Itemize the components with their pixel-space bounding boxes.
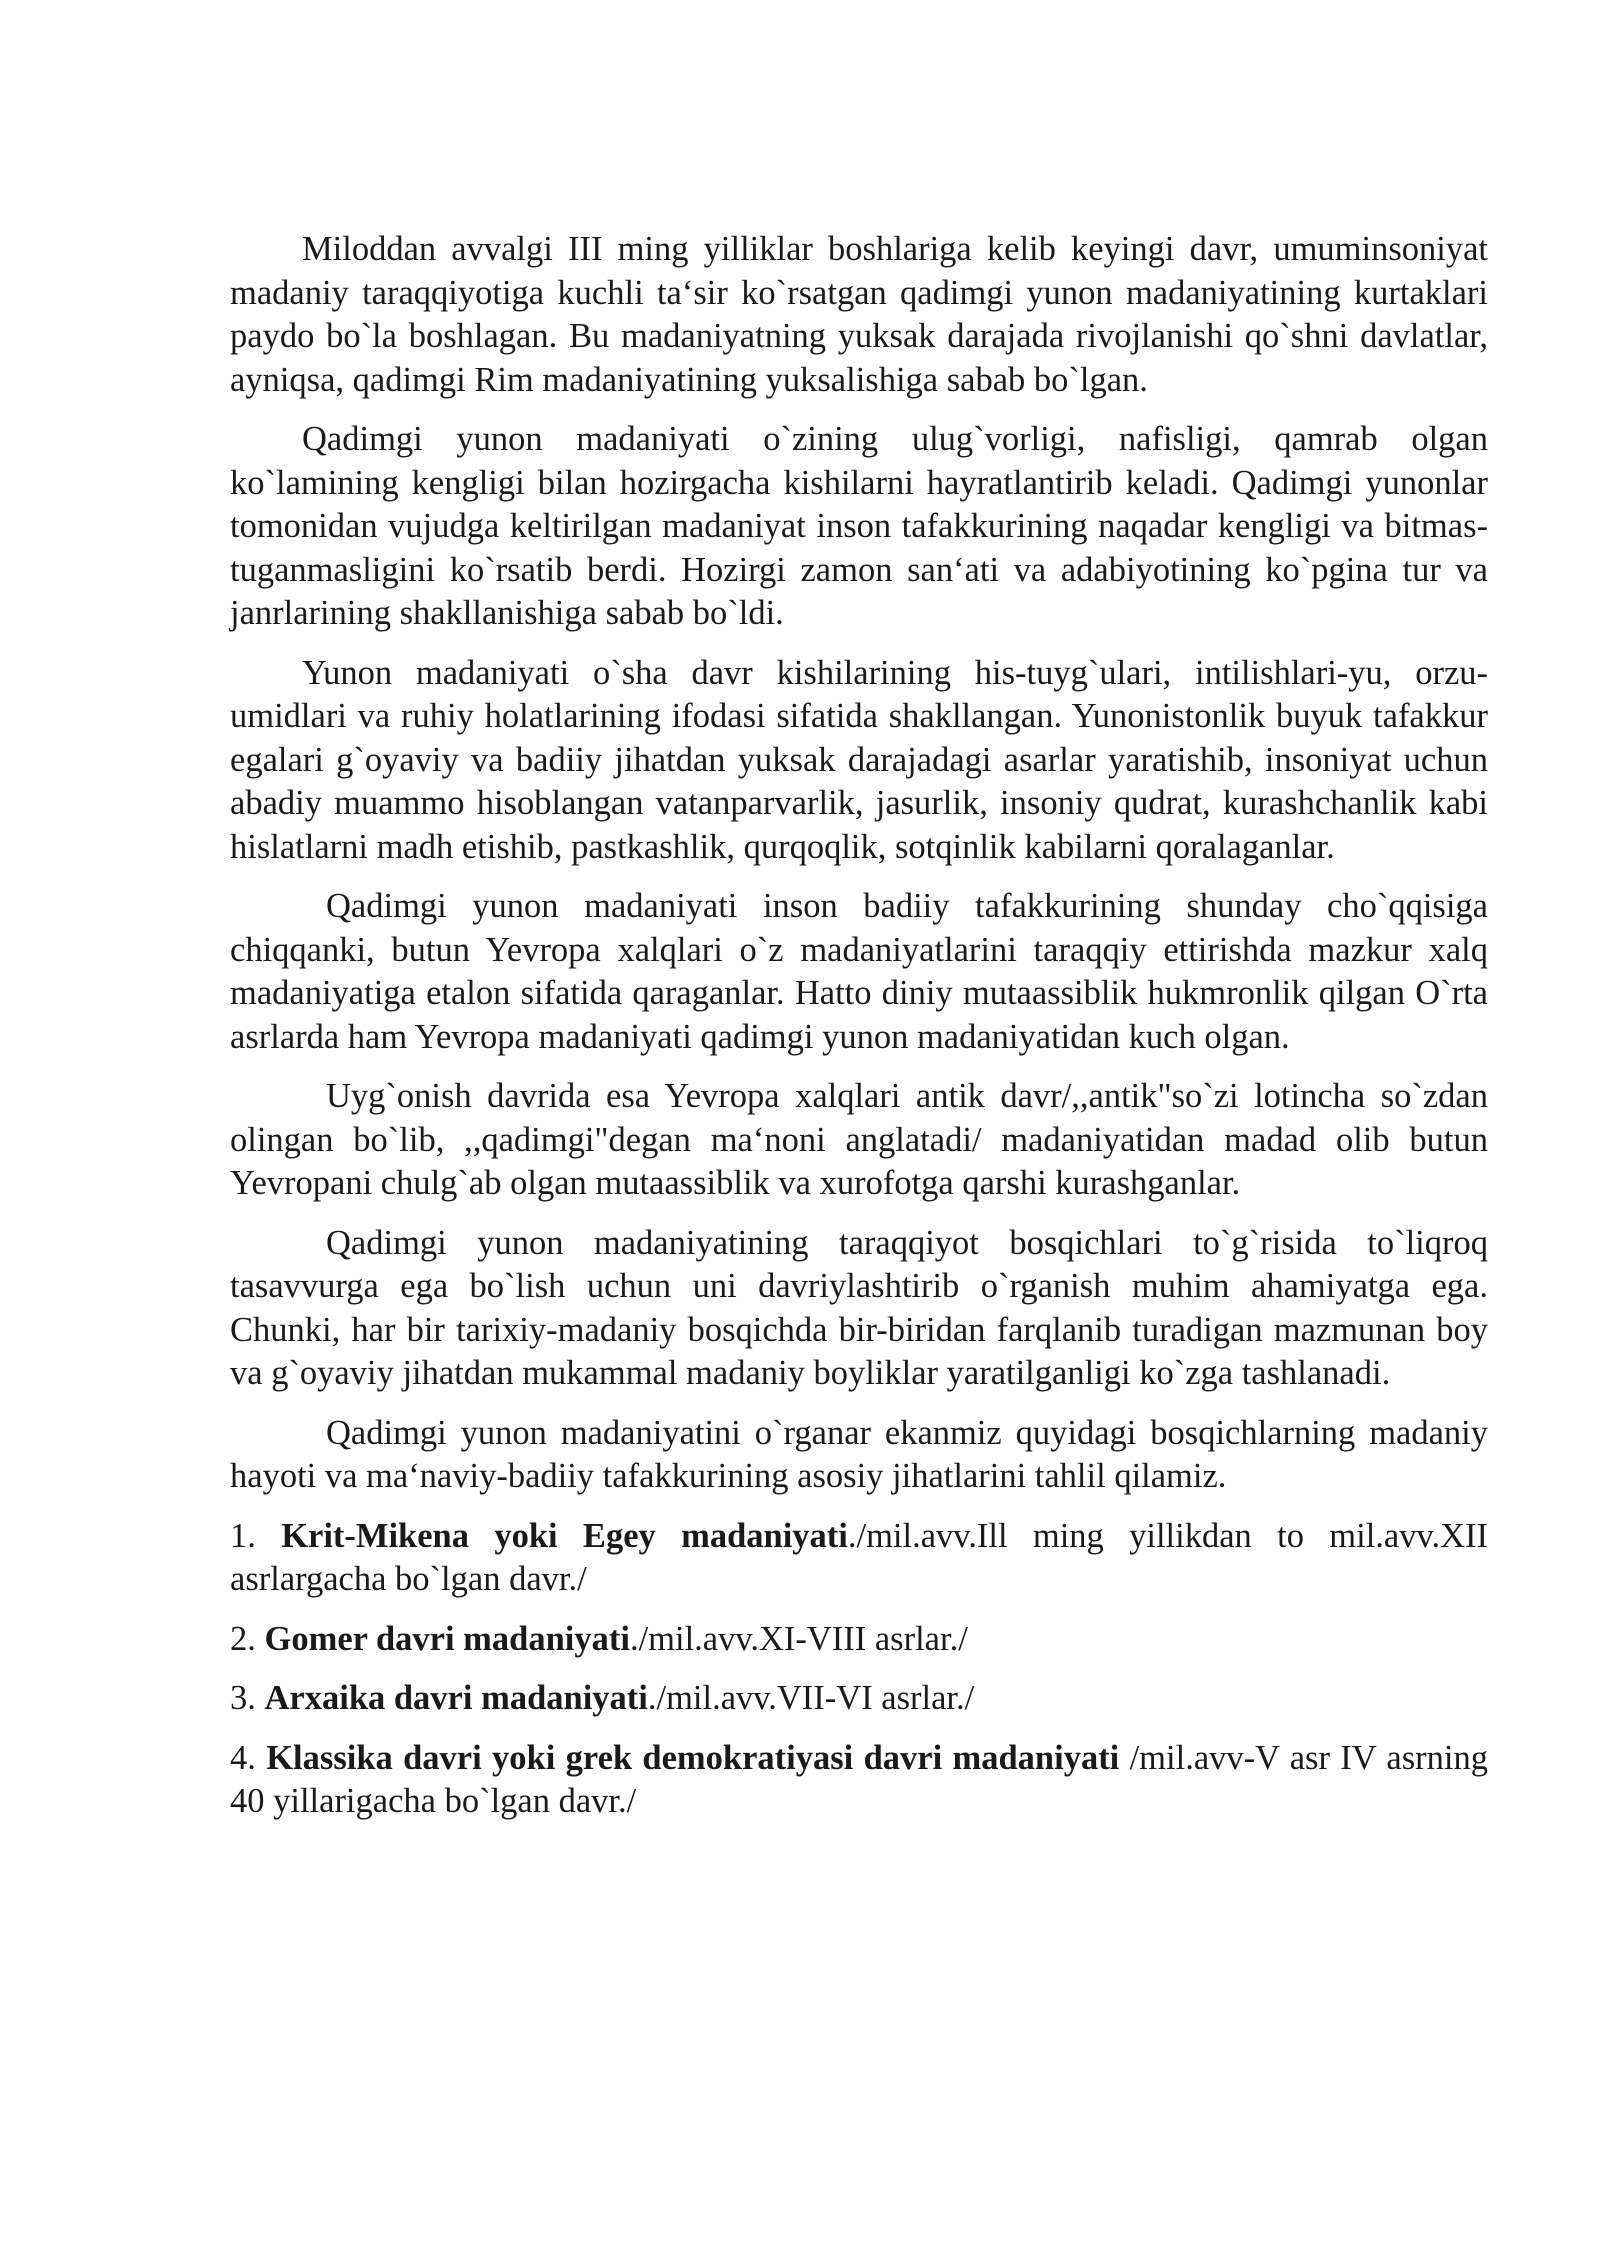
paragraph: Qadimgi yunon madaniyati o`zining ulug`vorligi, nafisligi, qamrab olgan ko`lamining kengligi bilan hozirgacha kishilarni hayratlantirib keladi. Qadimgi yunonlar tomonidan vujudga keltirilgan madaniyat inson tafakkurining naqadar kengligi va bitmas-tuganmasligini ko`rsatib berdi. Hozirgi zamon san‘ati va adabiyotining ko`pgina tur va janrlarining shakllanishiga sabab bo`ldi. — [230, 420, 1488, 632]
paragraph: Qadimgi yunon madaniyati inson badiiy tafakkurining shunday cho`qqisiga chiqqanki, butun Yevropa xalqlari o`z madaniyatlarini taraqqiy ettirishda mazkur xalq madaniyatiga etalon sifatida qaraganlar. Hatto diniy mutaassiblik hukmronlik qilgan O`rta asrlarda ham Yevropa madaniyati qadimgi yunon madaniyatidan kuch olgan. — [230, 887, 1488, 1056]
list-number: 4. — [230, 1738, 267, 1777]
list-title: Arxaika davri madaniyati — [264, 1679, 648, 1717]
list-item — [230, 1618, 1488, 1662]
list-item — [230, 1737, 1488, 1824]
list-number: 1. — [230, 1516, 282, 1555]
list-title: Klassika davri yoki grek demokratiyasi davri madaniyati — [266, 1738, 1120, 1777]
paragraph: Uyg`onish davrida esa Yevropa xalqlari antik davr/,,antik"so`zi lotincha so`zdan olingan bo`lib, ,,qadimgi"degan ma‘noni anglatadi/ madaniyatidan madad olib butun Yevropani chulg`ab olgan mutaassiblik va xurofotga qarshi kurashganlar. — [230, 1077, 1488, 1202]
document-page — [230, 228, 1488, 1840]
paragraph: Miloddan avvalgi III ming yilliklar boshlariga kelib keyingi davr, umuminsoniyat madaniy taraqqiyotiga kuchli ta‘sir ko`rsatgan qadimgi yunon madaniyatining kurtaklari paydo bo`la boshlagan. Bu madaniyatning yuksak darajada rivojlanishi qo`shni davlatlar, ayniqsa, qadimgi Rim madaniyatining yuksalishiga sabab bo`lgan. — [230, 230, 1488, 399]
paragraph: Qadimgi yunon madaniyatini o`rganar ekanmiz quyidagi bosqichlarning madaniy hayoti va ma‘naviy-badiiy tafakkurining asosiy jihatlarini tahlil qilamiz. — [230, 1413, 1488, 1495]
list-detail: ./mil.avv.VII-VI asrlar./ — [647, 1679, 975, 1717]
list-item — [230, 1515, 1488, 1602]
list-detail: ./mil.avv.Ill ming yillikdan to mil.avv.XII asrlargacha bo`lgan davr./ — [230, 1516, 1488, 1598]
list-detail: ./mil.avv.XI-VIII asrlar./ — [629, 1619, 968, 1658]
list-detail: /mil.avv-V asr IV asrning 40 yillarigacha bo`lgan davr./ — [230, 1738, 1488, 1820]
list-number: 2. — [230, 1619, 265, 1658]
paragraph: Yunon madaniyati o`sha davr kishilarining his-tuyg`ulari, intilishlari-yu, orzu-umidlari va ruhiy holatlarining ifodasi sifatida shakllangan. Yunonistonlik buyuk tafakkur egalari g`oyaviy va badiiy jihatdan yuksak darajadagi asarlar yaratishib, insoniyat uchun abadiy muammo hisoblangan vatanparvarlik, jasurlik, insoniy qudrat, kurashchanlik kabi hislatlarni madh etishib, pastkashlik, qurqoqlik, sotqinlik kabilarni qoralaganlar. — [230, 653, 1488, 866]
list-item — [230, 1677, 1488, 1721]
paragraph: Qadimgi yunon madaniyatining taraqqiyot bosqichlari to`g`risida to`liqroq tasavvurga ega bo`lish uchun uni davriylashtirib o`rganish muhim ahamiyatga ega. Chunki, har bir tarixiy-madaniy bosqichda bir-biridan farqlanib turadigan mazmunan boy va g`oyaviy jihatdan mukammal madaniy boyliklar yaratilganligi ko`zga tashlanadi. — [230, 1223, 1488, 1392]
list-title: Gomer davri madaniyati — [264, 1619, 630, 1658]
list-title: Krit-Mikena yoki Egey madaniyati — [281, 1516, 848, 1555]
list-number: 3. — [230, 1679, 265, 1717]
